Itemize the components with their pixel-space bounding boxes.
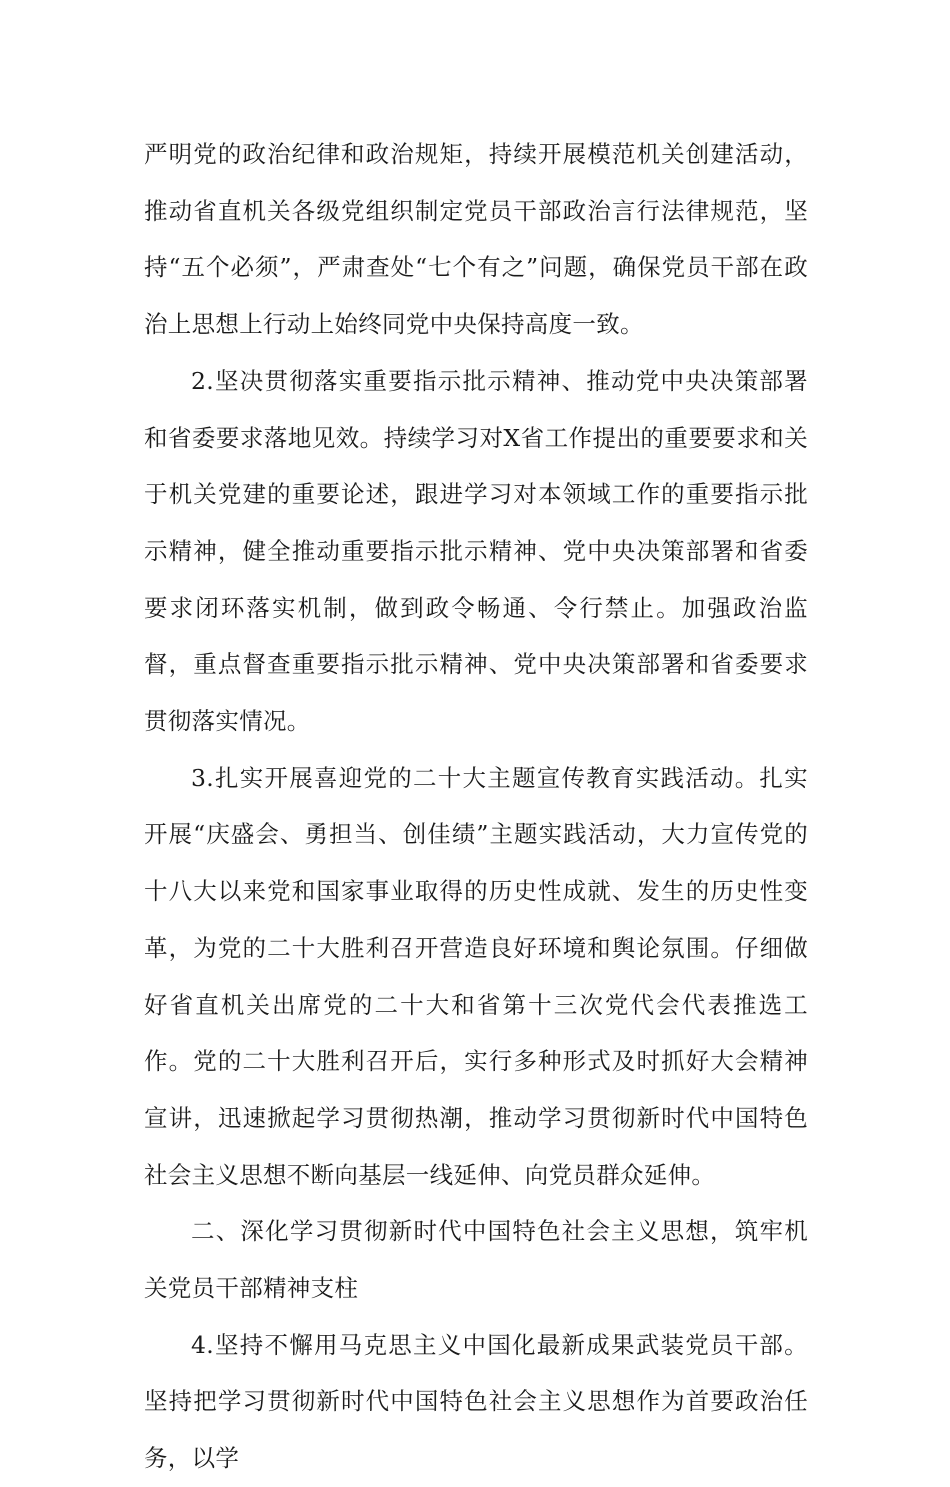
paragraph-item-2: 2.坚决贯彻落实重要指示批示精神、推动党中央决策部署和省委要求落地见效。持续学习对X省工作提出的重要要求和关于机关党建的重要论述，跟进学习对本领域工作的重要指示批示精神，健全推动重要指示批示精神、党中央决策部署和省委要求闭环落实机制，做到政令畅通、令行禁止。加强政治监督，重点督查重要指示批示精神、党中央决策部署和省委要求贯彻落实情况。 [144, 366, 808, 736]
document-body [144, 126, 808, 1487]
paragraph-continuation: 严明党的政治纪律和政治规矩，持续开展模范机关创建活动，推动省直机关各级党组织制定党员干部政治言行法律规范，坚持“五个必须”，严肃查处“七个有之”问题，确保党员干部在政治上思想上行动上始终同党中央保持高度一致。 [144, 140, 808, 339]
paragraph-item-3: 3.扎实开展喜迎党的二十大主题宣传教育实践活动。扎实开展“庆盛会、勇担当、创佳绩”主题实践活动，大力宣传党的十八大以来党和国家事业取得的历史性成就、发生的历史性变革，为党的二十大胜利召开营造良好环境和舆论氛围。仔细做好省直机关出席党的二十大和省第十三次党代会代表推选工作。党的二十大胜利召开后，实行多种形式及时抓好大会精神宣讲，迅速掀起学习贯彻热潮，推动学习贯彻新时代中国特色社会主义思想不断向基层一线延伸、向党员群众延伸。 [144, 763, 808, 1189]
paragraph-item-4: 4.坚持不懈用马克思主义中国化最新成果武装党员干部。坚持把学习贯彻新时代中国特色社会主义思想作为首要政治任务，以学 [144, 1330, 808, 1473]
section-heading-2: 二、深化学习贯彻新时代中国特色社会主义思想，筑牢机关党员干部精神支柱 [144, 1217, 808, 1303]
